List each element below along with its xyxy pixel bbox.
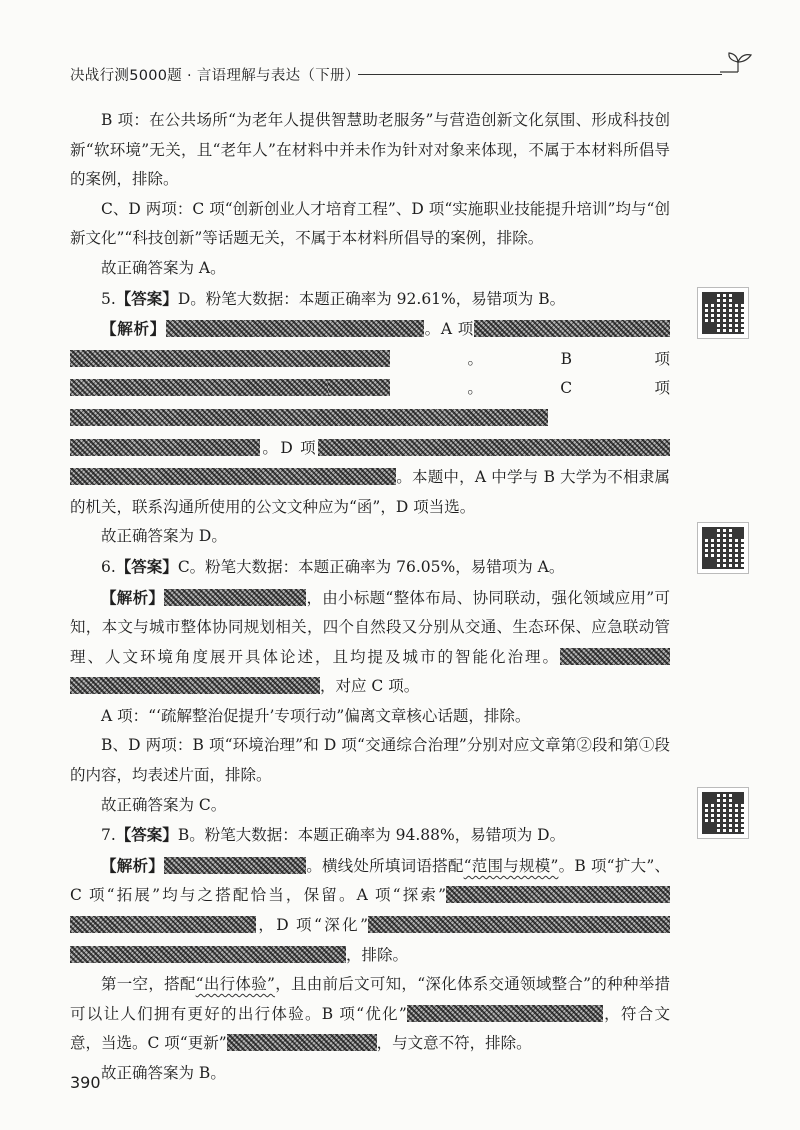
question-6-analysis [70,583,670,702]
redacted-text [328,379,390,396]
answer-label: 【答案】 [115,556,178,576]
redacted-text [318,439,670,456]
text-span: ，对应 C 项。 [320,677,420,696]
text-span: 。A 项 [423,320,474,339]
underlined-term: “范围与规模” [463,856,559,875]
redacted-text [164,857,306,874]
redacted-text [70,468,396,485]
redacted-text [560,648,670,665]
text-span: ，符合文意，当选。C 项“更新” [70,1004,670,1053]
header-rule [358,74,722,75]
redacted-text [166,320,424,337]
qr-code-icon[interactable] [697,287,749,339]
book-title: 决战行测5000题 · 言语理解与表达（下册） [70,68,360,84]
qr-code-icon[interactable] [697,787,749,839]
redacted-text [164,589,306,606]
underlined-term: “出行体验” [195,975,275,994]
answer-label: 【答案】 [115,825,178,845]
question-6-options-bd: B、D 两项：B 项“环境治理”和 D 项“交通综合治理”分别对应文章第②段和第①段的内容，均表述片面，排除。 [70,736,670,785]
answer-line-7: 故正确答案为 B。 [101,1064,226,1082]
question-5-analysis [70,314,670,522]
redacted-text [70,946,346,963]
question-5-answer [70,284,670,315]
analysis-label: 【解析】 [101,587,165,607]
redacted-text [70,409,548,426]
question-7-first-blank [70,970,670,1059]
question-6-answer [70,552,670,583]
answer-explanation-body [70,106,670,1089]
text-span: 。本题中，A 中学与 B 大学为不相隶属的机关，联系沟通所使用的公文文种应为“函”，D 项当选。 [70,468,670,516]
running-header [70,62,760,86]
question-number: 5. [101,289,116,308]
question-7-analysis [70,851,670,970]
answer-line-5: 故正确答案为 D。 [101,527,227,546]
question-7-answer [70,820,670,851]
paragraph-cd-options: C、D 两项：C 项“创新创业人才培育工程”、D 项“实施职业技能提升培训”均与“创新文化”“科技创新”等话题无关，不属于本材料所倡导的案例，排除。 [70,199,670,248]
answer-line-4: 故正确答案为 A。 [101,258,226,277]
redacted-text [70,350,390,367]
sprout-icon [718,50,754,80]
redacted-text [227,1034,377,1051]
qr-code-icon[interactable] [697,522,749,574]
analysis-label: 【解析】 [101,319,166,339]
redacted-text [70,916,256,933]
answer-stats: C。粉笔大数据：本题正确率为 76.05%，易错项为 A。 [177,557,565,576]
answer-stats: D。粉笔大数据：本题正确率为 92.61%，易错项为 B。 [177,289,566,308]
redacted-text [70,677,320,694]
page-number: 390 [70,1073,101,1092]
text-span: ，与文意不符，排除。 [376,1034,532,1053]
redacted-text [70,439,260,456]
redacted-text [407,1005,603,1022]
question-6-option-a: A 项：“‘疏解整治促提升’专项行动”偏离文章核心话题，排除。 [101,706,531,725]
paragraph-b-option: B 项：在公共场所“为老年人提供智慧助老服务”与营造创新文化氛围、形成科技创新“软环境”无关，且“老年人”在材料中并未作为针对对象来体现，不属于本材料所倡导的案例，排除。 [70,111,670,189]
redacted-text [70,379,328,396]
text-span: 。B 项 [390,349,670,368]
redacted-text [474,320,670,337]
question-number: 7. [101,826,116,845]
text-span: ，且由前后文可知，“深化体系交通领域整合”的种种举措可以让人们拥有更好的出行体验。B 项“优化” [70,975,670,1023]
redacted-text [368,916,670,933]
text-span: 。B 项“扩大”、C 项“拓展”均与之搭配恰当，保留。A 项“探索” [70,856,670,905]
text-span: 。横线处所填词语搭配 [305,856,464,875]
text-span: 。C 项 [390,379,670,398]
text-span: ，排除。 [346,945,409,964]
text-span: ，D 项“深化” [256,916,368,935]
analysis-label: 【解析】 [101,855,164,875]
text-span: ，由小标题“整体布局、协同联动，强化领域应用”可知，本文与城市整体协同规划相关，四个自然段又分别从交通、生态环保、应急联动管理、人文环境角度展开具体论述，且均提及城市的智能化治理。 [70,588,670,666]
question-number: 6. [101,557,116,576]
answer-label: 【答案】 [115,288,178,308]
answer-stats: B。粉笔大数据：本题正确率为 94.88%，易错项为 D。 [177,826,566,845]
text-span: 。D 项 [260,438,318,457]
redacted-text [446,886,670,903]
text-span: 第一空，搭配 [101,975,196,994]
answer-line-6: 故正确答案为 C。 [101,795,227,814]
